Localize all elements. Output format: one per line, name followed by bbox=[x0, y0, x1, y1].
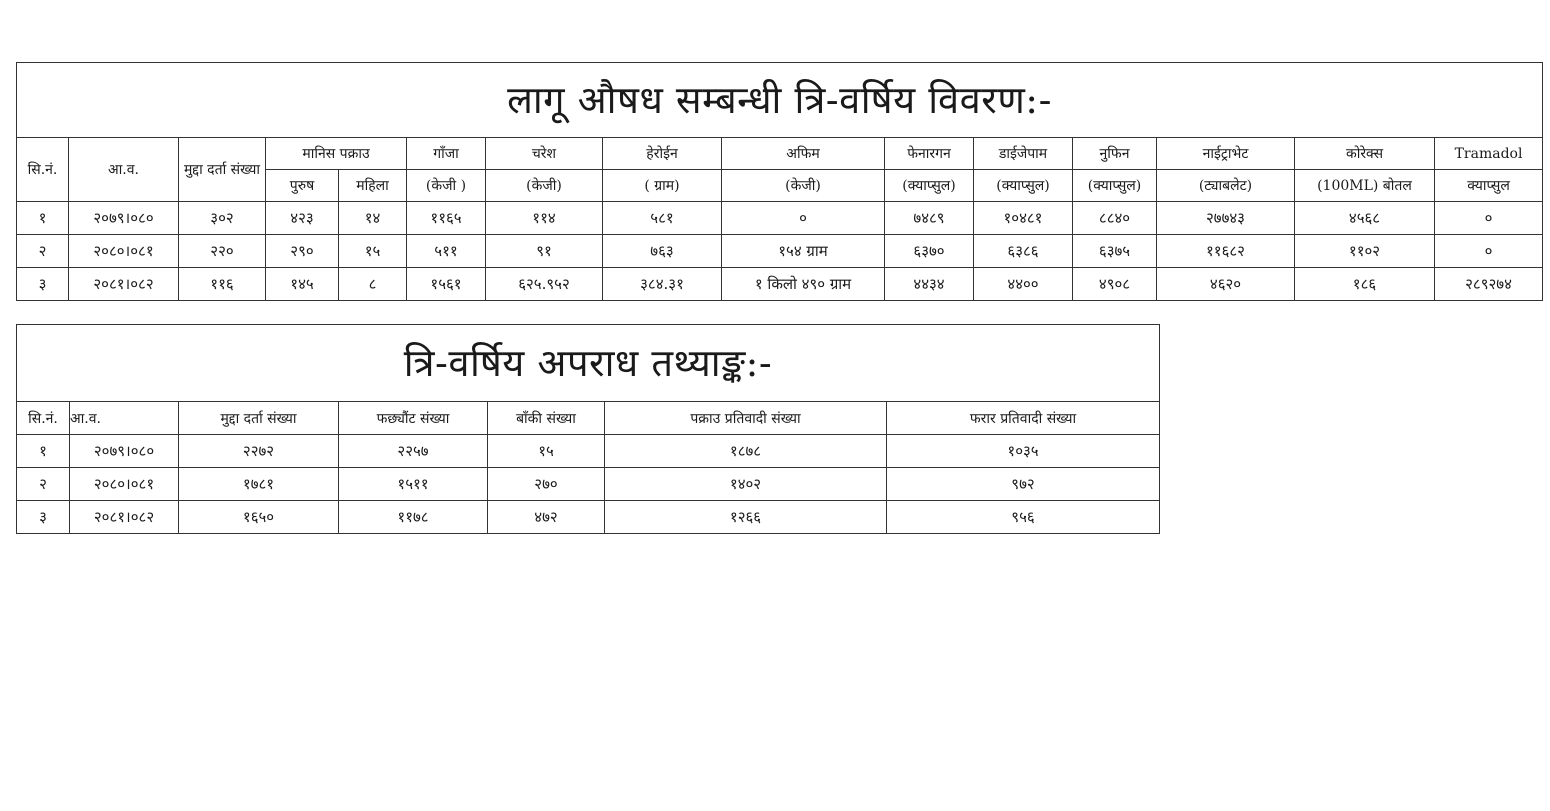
header-corex: कोरेक्स bbox=[1295, 138, 1435, 170]
cell-nitrazepam: २७७४३ bbox=[1157, 202, 1295, 235]
cell-tramadol: ० bbox=[1435, 235, 1543, 268]
cell-diazepam: ४४०० bbox=[974, 268, 1073, 301]
header-heroin: हेरोईन bbox=[603, 138, 722, 170]
header-fiscal-year: आ.व. bbox=[70, 402, 179, 435]
cell-nuphin: ४९०८ bbox=[1073, 268, 1157, 301]
cell-arrested: १४०२ bbox=[605, 468, 887, 501]
cell-cases: २२७२ bbox=[179, 435, 339, 468]
unit-charas: (केजी) bbox=[486, 170, 603, 202]
cell-charas: ६२५.९५२ bbox=[486, 268, 603, 301]
cell-diazepam: १०४८१ bbox=[974, 202, 1073, 235]
unit-corex: (100ML) बोतल bbox=[1295, 170, 1435, 202]
cell-settled: २२५७ bbox=[339, 435, 488, 468]
table-row bbox=[17, 235, 1543, 268]
header-sn: सि.नं. bbox=[17, 138, 69, 202]
unit-ganja: (केजी ) bbox=[407, 170, 486, 202]
header-case-count: मुद्दा दर्ता संख्या bbox=[179, 402, 339, 435]
table-row bbox=[17, 268, 1543, 301]
cell-tramadol: २८९२७४ bbox=[1435, 268, 1543, 301]
header-settled: फछ्यौंट संख्या bbox=[339, 402, 488, 435]
cell-male: २९० bbox=[266, 235, 339, 268]
cell-male: १४५ bbox=[266, 268, 339, 301]
drug-header-row bbox=[17, 138, 1543, 170]
cell-cases: १६५० bbox=[179, 501, 339, 534]
cell-opium: १ किलो ४९० ग्राम bbox=[722, 268, 885, 301]
cell-sn: ३ bbox=[17, 501, 70, 534]
header-opium: अफिम bbox=[722, 138, 885, 170]
cell-fiscal-year: २०८०।०८१ bbox=[70, 468, 179, 501]
cell-sn: २ bbox=[17, 468, 70, 501]
table-row bbox=[17, 468, 1160, 501]
unit-diazepam: (क्याप्सुल) bbox=[974, 170, 1073, 202]
cell-tramadol: ० bbox=[1435, 202, 1543, 235]
cell-cases: ११६ bbox=[179, 268, 266, 301]
table-row bbox=[17, 435, 1160, 468]
cell-corex: १८६ bbox=[1295, 268, 1435, 301]
cell-heroin: ५८१ bbox=[603, 202, 722, 235]
cell-ganja: ११६५ bbox=[407, 202, 486, 235]
unit-phenargan: (क्याप्सुल) bbox=[885, 170, 974, 202]
cell-charas: ९१ bbox=[486, 235, 603, 268]
cell-heroin: ७६३ bbox=[603, 235, 722, 268]
cell-ganja: ५११ bbox=[407, 235, 486, 268]
cell-cases: २२० bbox=[179, 235, 266, 268]
cell-remaining: १५ bbox=[488, 435, 605, 468]
table-row bbox=[17, 501, 1160, 534]
unit-opium: (केजी) bbox=[722, 170, 885, 202]
cell-diazepam: ६३८६ bbox=[974, 235, 1073, 268]
cell-female: ८ bbox=[339, 268, 407, 301]
cell-fiscal-year: २०७९।०८० bbox=[69, 202, 179, 235]
cell-sn: ३ bbox=[17, 268, 69, 301]
crime-table-title: त्रि-वर्षिय अपराध तथ्याङ्क:- bbox=[17, 325, 1160, 402]
drug-statistics-table bbox=[16, 62, 1543, 301]
cell-nuphin: ८८४० bbox=[1073, 202, 1157, 235]
cell-absconding: ९७२ bbox=[887, 468, 1160, 501]
drug-table-title: लागू औषध सम्बन्धी त्रि-वर्षिय विवरण:- bbox=[17, 63, 1543, 138]
crime-statistics-table bbox=[16, 324, 1160, 534]
cell-remaining: ४७२ bbox=[488, 501, 605, 534]
header-sn: सि.नं. bbox=[17, 402, 70, 435]
cell-sn: १ bbox=[17, 202, 69, 235]
cell-nitrazepam: ११६८२ bbox=[1157, 235, 1295, 268]
header-arrested-defendants: पक्राउ प्रतिवादी संख्या bbox=[605, 402, 887, 435]
cell-male: ४२३ bbox=[266, 202, 339, 235]
cell-opium: ० bbox=[722, 202, 885, 235]
table-row bbox=[17, 202, 1543, 235]
cell-female: १४ bbox=[339, 202, 407, 235]
cell-nitrazepam: ४६२० bbox=[1157, 268, 1295, 301]
cell-cases: १७८१ bbox=[179, 468, 339, 501]
cell-absconding: १०३५ bbox=[887, 435, 1160, 468]
header-nitrazepam: नाईट्राभेट bbox=[1157, 138, 1295, 170]
header-nuphin: नुफिन bbox=[1073, 138, 1157, 170]
header-arrested: मानिस पक्राउ bbox=[266, 138, 407, 170]
header-tramadol: Tramadol bbox=[1435, 138, 1543, 170]
cell-remaining: २७० bbox=[488, 468, 605, 501]
cell-cases: ३०२ bbox=[179, 202, 266, 235]
cell-absconding: ९५६ bbox=[887, 501, 1160, 534]
cell-sn: १ bbox=[17, 435, 70, 468]
cell-corex: ४५६८ bbox=[1295, 202, 1435, 235]
header-ganja: गाँजा bbox=[407, 138, 486, 170]
cell-fiscal-year: २०८१।०८२ bbox=[69, 268, 179, 301]
header-female: महिला bbox=[339, 170, 407, 202]
cell-nuphin: ६३७५ bbox=[1073, 235, 1157, 268]
cell-fiscal-year: २०७९।०८० bbox=[70, 435, 179, 468]
cell-charas: ११४ bbox=[486, 202, 603, 235]
header-male: पुरुष bbox=[266, 170, 339, 202]
cell-arrested: १२६६ bbox=[605, 501, 887, 534]
unit-nuphin: (क्याप्सुल) bbox=[1073, 170, 1157, 202]
cell-corex: ११०२ bbox=[1295, 235, 1435, 268]
header-diazepam: डाईजेपाम bbox=[974, 138, 1073, 170]
header-case-count: मुद्दा दर्ता संख्या bbox=[179, 138, 266, 202]
cell-ganja: १५६१ bbox=[407, 268, 486, 301]
cell-settled: ११७८ bbox=[339, 501, 488, 534]
cell-phenargan: ७४८९ bbox=[885, 202, 974, 235]
header-phenargan: फेनारगन bbox=[885, 138, 974, 170]
cell-female: १५ bbox=[339, 235, 407, 268]
cell-arrested: १८७८ bbox=[605, 435, 887, 468]
header-charas: चरेश bbox=[486, 138, 603, 170]
unit-tramadol: क्याप्सुल bbox=[1435, 170, 1543, 202]
header-fiscal-year: आ.व. bbox=[69, 138, 179, 202]
header-remaining: बाँकी संख्या bbox=[488, 402, 605, 435]
header-absconding-defendants: फरार प्रतिवादी संख्या bbox=[887, 402, 1160, 435]
cell-fiscal-year: २०८१।०८२ bbox=[70, 501, 179, 534]
cell-phenargan: ६३७० bbox=[885, 235, 974, 268]
cell-phenargan: ४४३४ bbox=[885, 268, 974, 301]
cell-opium: १५४ ग्राम bbox=[722, 235, 885, 268]
cell-heroin: ३८४.३१ bbox=[603, 268, 722, 301]
unit-nitrazepam: (ट्याबलेट) bbox=[1157, 170, 1295, 202]
cell-fiscal-year: २०८०।०८१ bbox=[69, 235, 179, 268]
cell-sn: २ bbox=[17, 235, 69, 268]
unit-heroin: ( ग्राम) bbox=[603, 170, 722, 202]
crime-header-row bbox=[17, 402, 1160, 435]
cell-settled: १५११ bbox=[339, 468, 488, 501]
